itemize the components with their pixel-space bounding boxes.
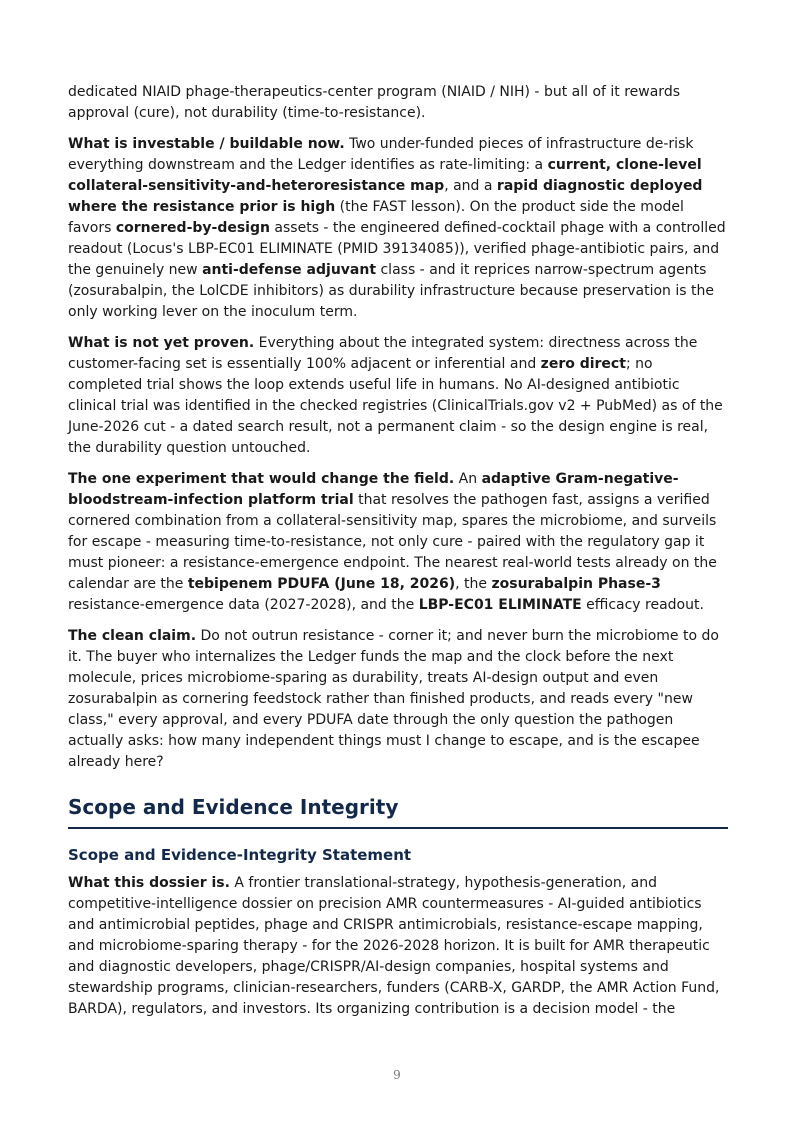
text-run: class - and it reprices narrow-spectrum agents (zosurabalpin, the LolCDE inhibitors) as durability infrastructure because preservation is the only working lever on the inoculum term.: [68, 262, 714, 320]
paragraph-investable-now: [68, 134, 728, 323]
bold-phrase: zosurabalpin Phase-3: [491, 576, 661, 592]
text-run: efficacy readout.: [581, 597, 704, 613]
bold-phrase: What is investable / buildable now.: [68, 136, 345, 152]
bold-phrase: current, clone-level collateral-sensitivity-and-heteroresistance map: [68, 157, 702, 194]
text-run: , and a: [444, 178, 497, 194]
bold-phrase: What this dossier is.: [68, 875, 230, 891]
text-run: A frontier translational-strategy, hypothesis-generation, and competitive-intelligence dossier on precision AMR countermeasures - AI-guided antibiotics and antimicrobial peptides, phage and CRISPR antimicrobials, resistance-escape mapping, and microbiome-sparing therapy - for the 2026-2028 horizon. It is built for AMR therapeutic and diagnostic developers, phage/CRISPR/AI-design companies, hospital systems and stewardship programs, clinician-researchers, funders (CARB-X, GARDP, the AMR Action Fund, BARDA), regulators, and investors. Its organizing contribution is a decision model - the: [68, 875, 720, 1017]
subsection-heading-scope-statement: Scope and Evidence-Integrity Statement: [68, 846, 412, 864]
text-run: Two under-funded pieces of infrastructure de-risk everything downstream and the Ledger identifies as rate-limiting: a: [68, 136, 694, 173]
bold-phrase: The clean claim.: [68, 628, 197, 644]
text-run: resistance-emergence data (2027-2028), and the: [68, 597, 419, 613]
bold-phrase: The one experiment that would change the field.: [68, 471, 455, 487]
paragraph-not-yet-proven: [68, 333, 728, 459]
page-number: 9: [393, 1068, 401, 1082]
bold-phrase: LBP-EC01 ELIMINATE: [418, 597, 582, 613]
text-run: (the FAST lesson). On the product side the model favors: [68, 199, 684, 236]
text-run: that resolves the pathogen fast, assigns a verified cornered combination from a collateral-sensitivity map, spares the microbiome, and surveils for escape - measuring time-to-resistance, not only cure - paired with the regulatory gap it must pioneer: a resistance-emergence endpoint. The nearest real-world tests already on the calendar are the: [68, 492, 717, 592]
text-run: Everything about the integrated system: directness across the customer-facing set is essentially 100% adjacent or inferential and: [68, 335, 698, 372]
bold-phrase: rapid diagnostic deployed where the resistance prior is high: [68, 178, 703, 215]
text-run: assets - the engineered defined-cocktail phage with a controlled readout (Locus's LBP-EC01 ELIMINATE (PMID 39134085)), verified phage-antibiotic pairs, and the genuinely new: [68, 220, 726, 278]
paragraph-what-this-dossier-is: [68, 873, 728, 1020]
bold-phrase: anti-defense adjuvant: [202, 262, 377, 278]
bold-phrase: What is not yet proven.: [68, 335, 255, 351]
paragraph-one-experiment: [68, 469, 728, 616]
bold-phrase: adaptive Gram-negative-bloodstream-infection platform trial: [68, 471, 679, 508]
document-body: [68, 82, 728, 1030]
bold-phrase: cornered-by-design: [115, 220, 270, 236]
text-run: ; no completed trial shows the loop extends useful life in humans. No AI-designed antibiotic clinical trial was identified in the checked registries (ClinicalTrials.gov v2 + PubMed) as of the June-2026 cut - a dated search result, not a permanent claim - so the design engine is real, the durability question untouched.: [68, 356, 723, 456]
bold-phrase: tebipenem PDUFA (June 18, 2026): [187, 576, 456, 592]
paragraph-clean-claim: [68, 626, 728, 773]
section-heading-scope: Scope and Evidence Integrity: [68, 793, 728, 829]
text-run: An: [454, 471, 482, 487]
text-run: Do not outrun resistance - corner it; and never burn the microbiome to do it. The buyer who internalizes the Ledger funds the map and the clock before the next molecule, prices microbiome-sparing as durability, treats AI-design output and even zosurabalpin as cornering feedstock rather than finished products, and reads every "new class," every approval, and every PDUFA date through the only question the pathogen actually asks: how many independent things must I change to escape, and is the escapee already here?: [68, 628, 719, 770]
text-run: , the: [455, 576, 492, 592]
paragraph-continuation: dedicated NIAID phage-therapeutics-center program (NIAID / NIH) - but all of it rewards approval (cure), not durability (time-to-resistance).: [68, 84, 681, 121]
bold-phrase: zero direct: [540, 356, 626, 372]
